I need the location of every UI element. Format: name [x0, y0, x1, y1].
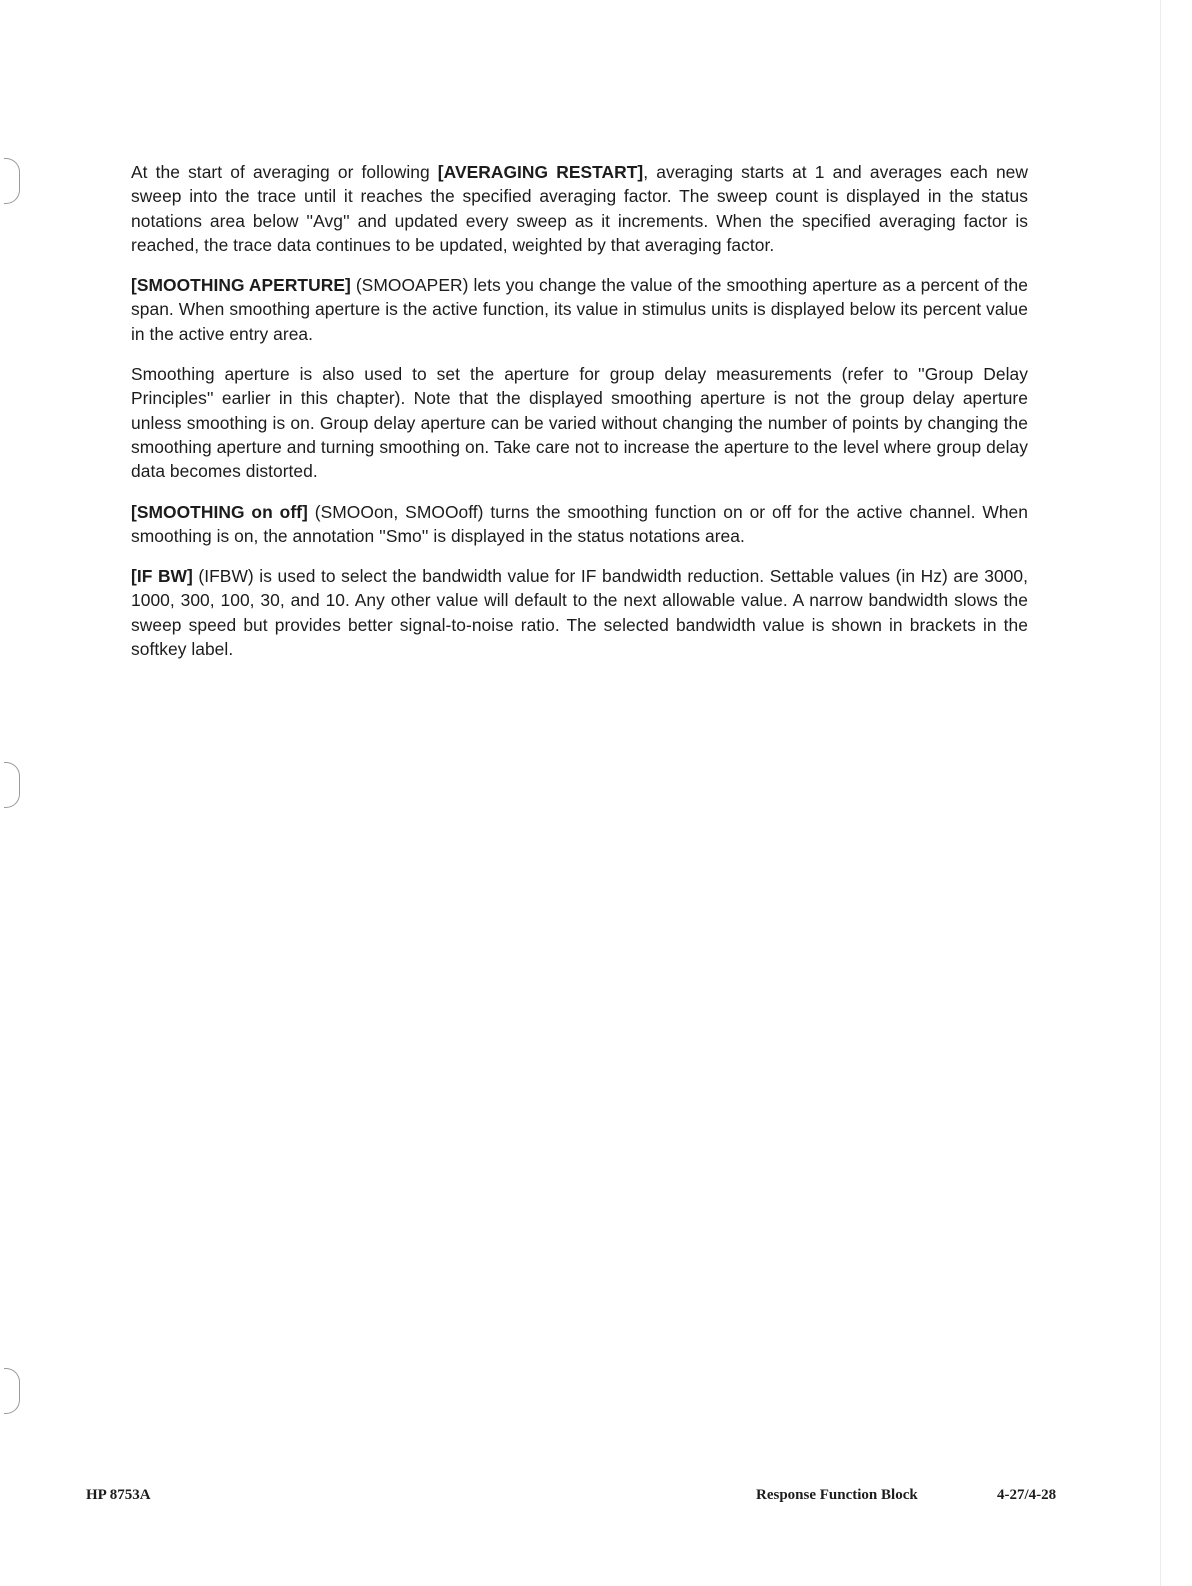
paragraph-averaging-restart — [131, 160, 1028, 257]
paragraph-smoothing-aperture — [131, 273, 1028, 346]
body-text — [131, 160, 1028, 677]
paragraph-group-delay — [131, 362, 1028, 483]
paragraph-smoothing-on-off — [131, 500, 1028, 549]
page-edge — [1160, 0, 1161, 1586]
footer-section: Response Function Block — [756, 1487, 918, 1503]
text-run: (IFBW) is used to select the bandwidth value for IF bandwidth reduction. Settable values (in Hz) are 3000, 1000, 300, 100, 30, and 10. Any other value will default to the next allowable value. A narrow bandwidth slows the sweep speed but provides better signal-to-noise ratio. The selected bandwidth value is shown in brackets in the softkey label. — [131, 566, 1028, 660]
softkey-smoothing-aperture: [SMOOTHING APERTURE] — [131, 275, 351, 296]
text-run: (SMOOon, SMOOoff) turns the smoothing function on or off for the active channel. When smoothing is on, the annotation ''Smo'' is displayed in the status notations area. — [131, 501, 1028, 546]
text-run: , averaging starts at 1 and averages each new sweep into the trace until it reaches the specified averaging factor. The sweep count is displayed in the status notations area below ''Avg'' and updated every sweep as it increments. When the specified averaging factor is reached, the trace data continues to be updated, weighted by that averaging factor. — [131, 162, 1028, 255]
footer-model: HP 8753A — [86, 1487, 151, 1503]
binder-hole — [4, 762, 20, 808]
softkey-averaging-restart: [AVERAGING RESTART] — [437, 162, 644, 182]
footer-page-numbers: 4-27/4-28 — [997, 1487, 1057, 1503]
binder-hole — [4, 158, 20, 204]
binder-hole — [4, 1368, 20, 1414]
text-run: (SMOOAPER) lets you change the value of the smoothing aperture as a percent of the span. When smoothing aperture is the active function, its value in stimulus units is displayed below its percent value in the active entry area. — [131, 275, 1028, 344]
paragraph-if-bw — [131, 564, 1028, 661]
text-run: At the start of averaging or following — [131, 162, 438, 182]
text-run: Smoothing aperture is also used to set the aperture for group delay measurements (refer to ''Group Delay Principles'' earlier in this chapter). Note that the displayed smoothing aperture is not the group delay aperture unless smoothing is on. Group delay aperture can be varied without changing the number of points by changing the smoothing aperture and turning smoothing on. Take care not to increase the aperture to the level where group delay data becomes distorted. — [131, 364, 1028, 482]
softkey-if-bw: [IF BW] — [131, 566, 193, 587]
softkey-smoothing-on-off: [SMOOTHING on off] — [131, 501, 308, 522]
